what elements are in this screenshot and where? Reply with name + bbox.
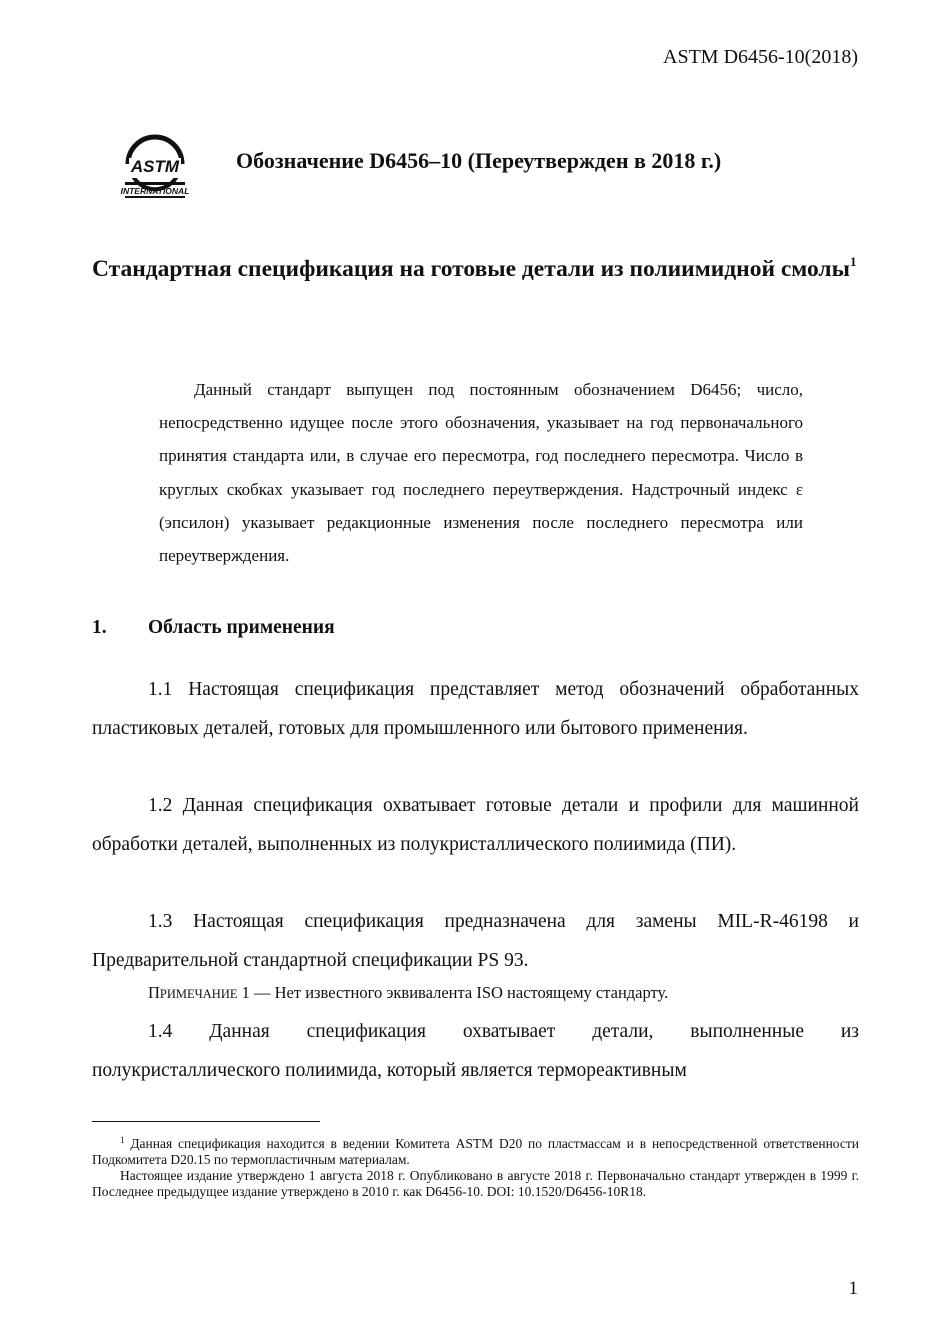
footnote-1: [92, 1136, 859, 1168]
title-footnote-ref: 1: [849, 254, 857, 269]
document-title: [92, 249, 859, 289]
intro-paragraph: Данный стандарт выпущен под постоянным обозначением D6456; число, непосредственно идущее после этого обозначения, указывает на год первоначального принятия стандарта или, в случае его пересмотра, год последнего пересмотра. Число в круглых скобках указывает год последнего переутверждения. Надстрочный индекс ε (эпсилон) указывает редакционные изменения после последнего пересмотра или переутверждения.: [159, 380, 803, 566]
paragraph-1-1: 1.1 Настоящая спецификация представляет метод обозначений обработанных пластиковых деталей, готовых для промышленного или бытового применения.: [92, 679, 859, 739]
note-text: 1 — Нет известного эквивалента ISO настоящему стандарту.: [237, 983, 669, 1002]
note-1: [148, 983, 668, 1003]
title-text: Стандартная спецификация на готовые детали из полиимидной смолы: [92, 256, 850, 282]
paragraph-1-2: 1.2 Данная спецификация охватывает готовые детали и профили для машинной обработки деталей, выполненных из полукристаллического полиимида (ПИ).: [92, 795, 859, 855]
footnote-divider: [92, 1121, 320, 1122]
paragraph-1-3: 1.3 Настоящая спецификация предназначена для замены MIL-R-46198 и Предварительной стандартной спецификации PS 93.: [92, 911, 859, 971]
section-heading: [92, 617, 335, 639]
section-number: 1.: [92, 617, 107, 638]
note-label-first: П: [148, 983, 160, 1002]
designation-heading: Обозначение D6456–10 (Переутвержден в 2018 г.): [236, 148, 722, 173]
paragraph-1-4: 1.4 Данная спецификация охватывает детали, выполненные из полукристаллического полиимида, который является термореактивным: [92, 1021, 859, 1081]
footnote-2: Настоящее издание утверждено 1 августа 2018 г. Опубликовано в августе 2018 г. Первоначально стандарт утвержден в 1999 г. Последнее предыдущее издание утверждено в 2010 г. как D6456-10. DOI: 10.1520/D6456-10R18.: [92, 1168, 859, 1199]
page-number: 1: [848, 1278, 858, 1299]
svg-text:ASTM: ASTM: [130, 157, 180, 176]
footnote-ref: 1: [120, 1135, 125, 1145]
astm-logo: [112, 124, 198, 200]
document-code: ASTM D6456-10(2018): [663, 46, 858, 68]
footnotes: [92, 1136, 859, 1200]
footnote-1-text: Данная спецификация находится в ведении Комитета ASTM D20 по пластмассам и в непосредственной ответственности Подкомитета D20.15 по термопластичным материалам.: [92, 1136, 859, 1167]
logo-text: INTERNATIONAL: [120, 186, 190, 196]
section-title: Область применения: [148, 617, 335, 638]
note-label-rest: РИМЕЧАНИЕ: [159, 987, 238, 1001]
